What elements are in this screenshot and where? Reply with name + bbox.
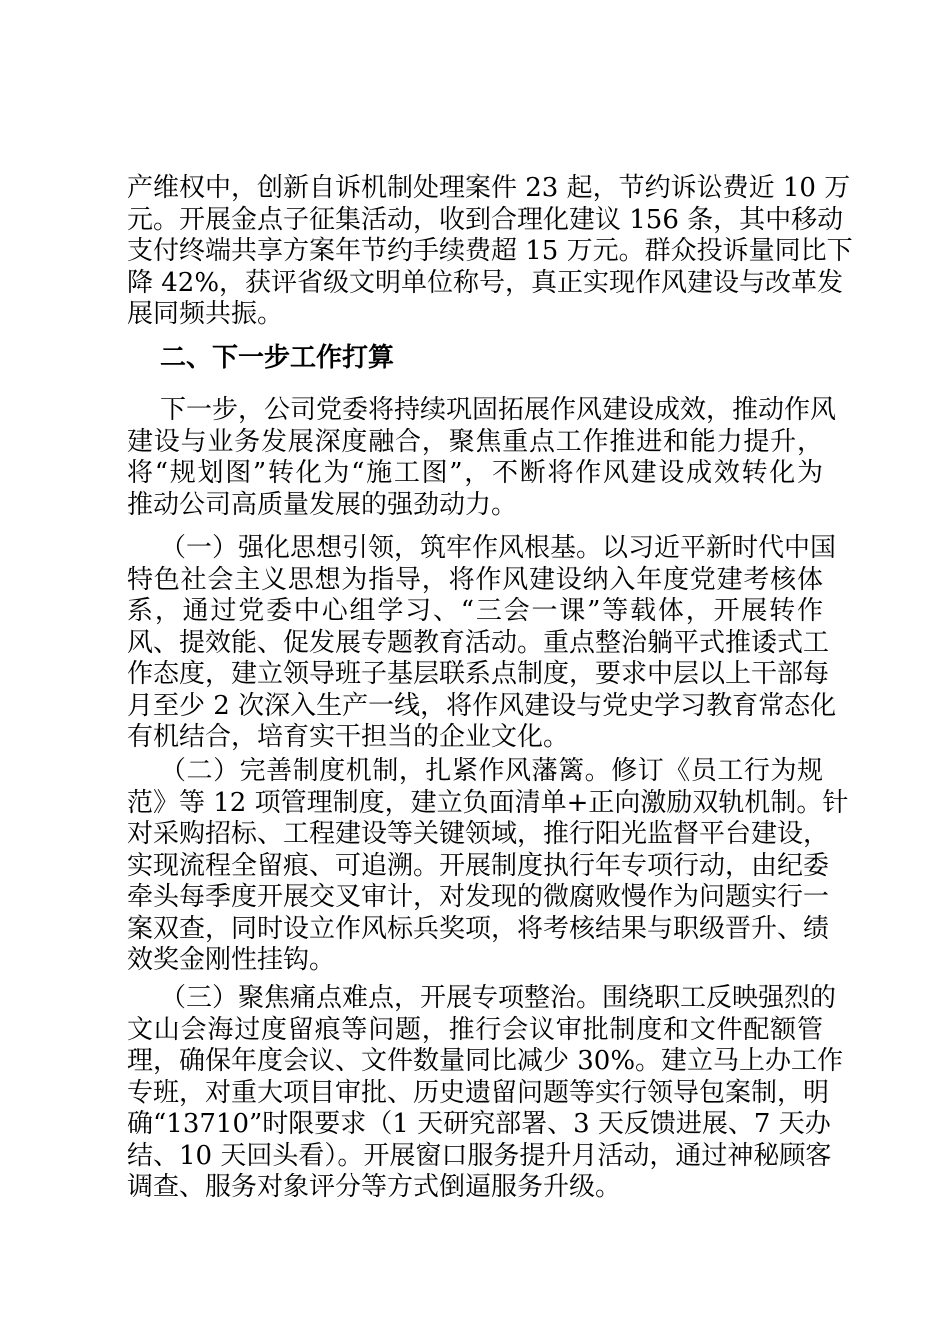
text-line: 实现流程全留痕、可追溯。开展制度执行年专项行动，由纪委 — [127, 850, 830, 881]
text-line: 案双查，同时设立作风标兵奖项，将考核结果与职级晋升、绩 — [127, 913, 830, 944]
text-line: 降 42%，获评省级文明单位称号，真正实现作风建设与改革发 — [127, 267, 844, 298]
text-line: 下一步，公司党委将持续巩固拓展作风建设成效，推动作风 — [160, 395, 837, 425]
text-line: 专班，对重大项目审批、历史遗留问题等实行领导包案制，明 — [127, 1077, 830, 1108]
text-line: 对采购招标、工程建设等关键领域，推行阳光监督平台建设， — [127, 819, 830, 849]
section-heading: 二、下一步工作打算 — [160, 343, 395, 373]
text-line: 结、10 天回头看）。开展窗口服务提升月活动，通过神秘顾客 — [127, 1140, 832, 1171]
text-line: 将“规划图”转化为“施工图”，不断将作风建设成效转化为 — [127, 458, 823, 488]
text-line: 支付终端共享方案年节约手续费超 15 万元。群众投诉量同比下 — [127, 236, 853, 266]
text-line: 推动公司高质量发展的强劲动力。 — [127, 489, 518, 520]
text-line: 效奖金刚性挂钩。 — [127, 945, 336, 975]
text-line: 展同频共振。 — [127, 299, 284, 329]
text-line: 范》等 12 项管理制度，建立负面清单+正向激励双轨机制。针 — [127, 787, 849, 818]
text-line: 调查、服务对象评分等方式倒逼服务升级。 — [127, 1172, 622, 1202]
text-line: 风、提效能、促发展专题教育活动。重点整治躺平式推诿式工 — [127, 627, 830, 658]
text-line: 作态度，建立领导班子基层联系点制度，要求中层以上干部每 — [127, 659, 830, 689]
text-line: 有机结合，培育实干担当的企业文化。 — [127, 722, 570, 752]
text-line: 产维权中，创新自诉机制处理案件 23 起，节约诉讼费近 10 万 — [127, 173, 851, 203]
text-line: 系，通过党委中心组学习、“三会一课”等载体，开展转作 — [127, 596, 823, 626]
text-line: 牵头每季度开展交叉审计，对发现的微腐败慢作为问题实行一 — [127, 882, 830, 912]
text-line: 元。开展金点子征集活动，收到合理化建议 156 条，其中移动 — [127, 204, 844, 235]
text-line: 确“13710”时限要求（1 天研究部署、3 天反馈进展、7 天办 — [127, 1109, 831, 1139]
text-line: 月至少 2 次深入生产一线，将作风建设与党史学习教育常态化 — [127, 690, 837, 721]
text-line: （一）强化思想引领，筑牢作风根基。以习近平新时代中国 — [160, 533, 837, 563]
text-line: 特色社会主义思想为指导，将作风建设纳入年度党建考核体 — [127, 564, 823, 595]
text-line: 理，确保年度会议、文件数量同比减少 30%。建立马上办工作 — [127, 1046, 844, 1076]
text-line: 文山会海过度留痕等问题，推行会议审批制度和文件配额管 — [127, 1014, 823, 1045]
text-line: 建设与业务发展深度融合，聚焦重点工作推进和能力提升， — [127, 426, 823, 457]
text-line: （二）完善制度机制，扎紧作风藩篱。修订《员工行为规 — [160, 756, 823, 786]
text-line: （三）聚焦痛点难点，开展专项整治。围绕职工反映强烈的 — [160, 983, 837, 1013]
